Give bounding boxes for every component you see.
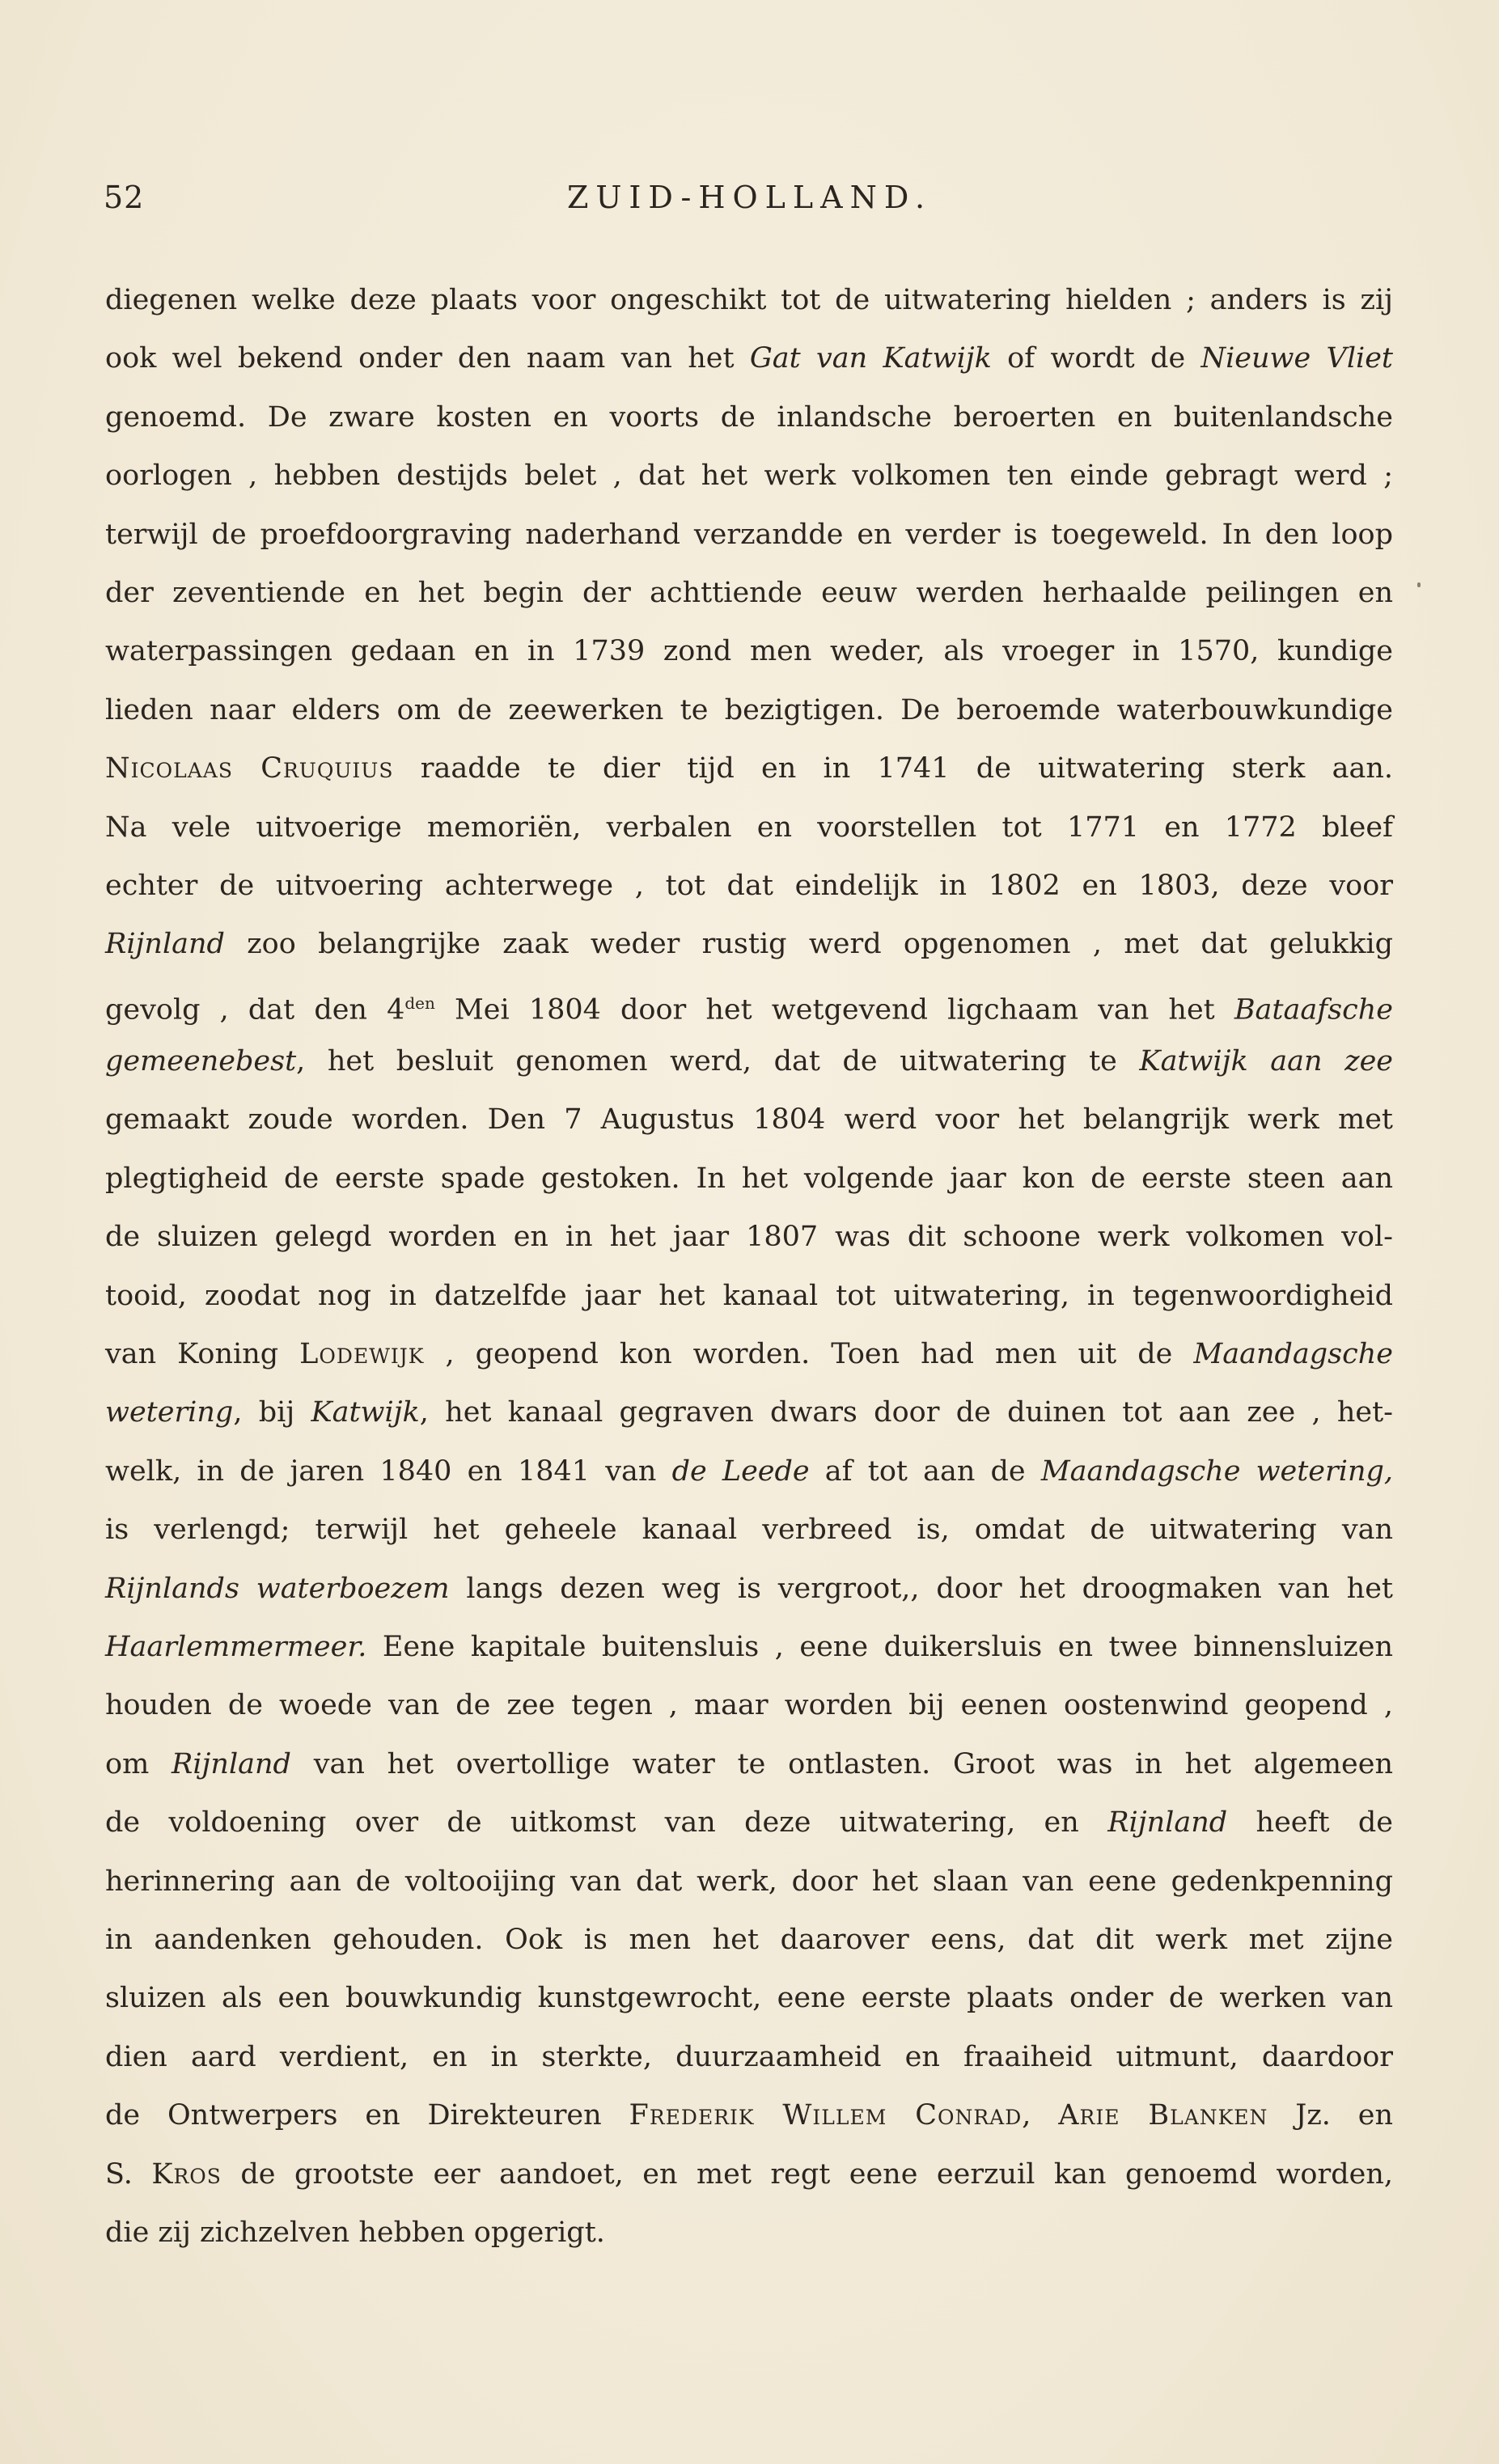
text-segment: Na vele uitvoerige memoriën, verbalen en voorstellen tot 1771 en 1772 bleef (105, 811, 1393, 844)
text-segment: , (1022, 2099, 1059, 2132)
italic-text: Maandagsche (1193, 1338, 1393, 1371)
text-segment: plegtigheid de eerste spade gestoken. In het volgende jaar kon de eerste steen aan (105, 1162, 1393, 1195)
paper-speck (1417, 582, 1421, 587)
text-segment: , bij (233, 1396, 311, 1429)
text-line (105, 1383, 1393, 1442)
text-line (105, 739, 1393, 798)
text-segment: gemaakt zoude worden. Den 7 Augustus 1804 werd voor het belangrijk werk met (105, 1103, 1393, 1137)
text-line (105, 798, 1393, 857)
text-segment: de voldoening over de uitkomst van deze uitwatering, en (105, 1806, 1108, 1840)
text-line (105, 1501, 1393, 1559)
text-segment: Eene kapitale buitensluis , eene duikersluis en twee binnensluizen (366, 1630, 1393, 1663)
text-line (105, 1676, 1393, 1734)
italic-text: Katwijk aan zee (1139, 1045, 1393, 1078)
text-segment: in aandenken gehouden. Ook is men het daarover eens, dat dit werk met zijne (105, 1923, 1393, 1956)
text-segment: Mei 1804 door het wetgevend ligchaam van het (434, 993, 1234, 1027)
italic-text: Rijnland (1107, 1806, 1228, 1840)
text-line (105, 1090, 1393, 1149)
italic-text: de Leede (671, 1454, 810, 1488)
text-line (105, 1618, 1393, 1676)
text-segment: gevolg , dat den 4 (105, 993, 405, 1027)
text-segment: oorlogen , hebben destijds belet , dat het werk volkomen ten einde gebragt werd ; (105, 459, 1393, 493)
text-line (105, 1442, 1393, 1501)
text-segment: de sluizen gelegd worden en in het jaar 1807 was dit schoone werk volkomen vol- (105, 1221, 1393, 1254)
text-segment: , geopend kon worden. Toen had men uit de (424, 1338, 1194, 1371)
text-segment: der zeventiende en het begin der achttiende eeuw werden herhaalde peilingen en (105, 576, 1393, 609)
text-line (105, 681, 1393, 739)
small-caps-name: Kros (151, 2157, 222, 2191)
text-segment: is verlengd; terwijl het geheele kanaal verbreed is, omdat de uitwatering van (105, 1514, 1393, 1547)
italic-text: Maandagsche wetering, (1040, 1454, 1394, 1488)
text-line (105, 447, 1393, 505)
text-segment: welk, in de jaren 1840 en 1841 van (105, 1454, 672, 1488)
text-segment: tooid, zoodat nog in datzelfde jaar het kanaal tot uitwatering, in tegenwoordigheid (105, 1279, 1393, 1312)
small-caps-name: Lodewijk (299, 1338, 425, 1371)
italic-text: gemeenebest (105, 1045, 297, 1078)
small-caps-name: Nicolaas Cruquius (105, 752, 394, 785)
text-segment: die zij zichzelven hebben opgerigt. (105, 2216, 605, 2249)
body-text (105, 271, 1393, 2262)
text-line (105, 857, 1393, 915)
text-line (105, 1911, 1393, 1969)
text-line (105, 1325, 1393, 1383)
text-segment: Jz. en (1268, 2099, 1393, 2132)
text-line (105, 1208, 1393, 1266)
text-segment: van Koning (105, 1338, 300, 1371)
text-line (105, 1149, 1393, 1208)
text-segment: langs dezen weg is vergroot,, door het droogmaken van het (449, 1572, 1393, 1605)
text-segment: de grootste eer aandoet, en met regt eene eerzuil kan genoemd worden, (221, 2157, 1394, 2191)
italic-text: Rijnland (105, 928, 225, 961)
italic-text: Rijnland (171, 1747, 291, 1780)
text-segment: herinnering aan de voltooijing van dat werk, door het slaan van eene gedenkpenning (105, 1865, 1393, 1898)
text-segment: zoo belangrijke zaak weder rustig werd opgenomen , met dat gelukkig (224, 928, 1393, 961)
text-segment: of wordt de (991, 342, 1201, 375)
text-line (105, 974, 1393, 1032)
text-line (105, 1560, 1393, 1618)
text-line (105, 2204, 1393, 2262)
text-segment: terwijl de proefdoorgraving naderhand verzandde en verder is toegeweld. In den loop (105, 518, 1393, 551)
text-segment: S. (105, 2157, 152, 2191)
text-line (105, 1852, 1393, 1911)
page-header (0, 180, 1499, 228)
italic-text: Katwijk (311, 1396, 420, 1429)
text-segment: raadde te dier tijd en in 1741 de uitwatering sterk aan. (393, 752, 1393, 785)
italic-text: Gat van Katwijk (749, 342, 992, 375)
text-segment: , het kanaal gegraven dwars door de duinen tot aan zee , het- (419, 1396, 1394, 1429)
text-line (105, 622, 1393, 680)
text-segment: af tot aan de (809, 1454, 1041, 1488)
text-segment: houden de woede van de zee tegen , maar worden bij eenen oostenwind geopend , (105, 1689, 1393, 1722)
italic-text: wetering (105, 1396, 234, 1429)
italic-text: Bataafsche (1234, 993, 1393, 1027)
text-line (105, 2028, 1393, 2086)
text-segment: dien aard verdient, en in sterkte, duurzaamheid en fraaiheid uitmunt, daardoor (105, 2040, 1393, 2073)
text-segment: lieden naar elders om de zeewerken te bezigtigen. De beroemde waterbouwkundige (105, 693, 1393, 726)
text-line (105, 2086, 1393, 2144)
text-segment: sluizen als een bouwkundig kunstgewrocht, eene eerste plaats onder de werken van (105, 1982, 1393, 2015)
text-line (105, 329, 1393, 387)
text-segment: genoemd. De zware kosten en voorts de inlandsche beroerten en buitenlandsche (105, 400, 1393, 434)
text-line (105, 1032, 1393, 1090)
text-line (105, 1735, 1393, 1793)
text-segment: , het besluit genomen werd, dat de uitwatering te (296, 1045, 1140, 1078)
text-segment: echter de uitvoering achterwege , tot dat eindelijk in 1802 en 1803, deze voor (105, 869, 1393, 902)
text-line (105, 1793, 1393, 1852)
text-segment: diegenen welke deze plaats voor ongeschikt tot de uitwatering hielden ; anders is zij (105, 284, 1393, 316)
text-line (105, 388, 1393, 447)
text-line (105, 271, 1393, 329)
text-line (105, 1267, 1393, 1325)
text-line (105, 1969, 1393, 2027)
text-segment: van het overtollige water te ontlasten. Groot was in het algemeen (290, 1747, 1393, 1780)
text-segment: heeft de (1227, 1806, 1394, 1840)
text-segment: waterpassingen gedaan en in 1739 zond men weder, als vroeger in 1570, kundige (105, 635, 1393, 668)
running-head: ZUID-HOLLAND. (566, 180, 933, 215)
text-segment: om (105, 1747, 171, 1780)
text-line (105, 2145, 1393, 2204)
superscript: den (404, 993, 435, 1013)
small-caps-name: Frederik Willem Conrad (629, 2099, 1023, 2132)
text-line (105, 564, 1393, 622)
text-line (105, 506, 1393, 564)
italic-text: Rijnlands waterboezem (105, 1572, 450, 1605)
page-number: 52 (104, 180, 145, 215)
small-caps-name: Arie Blanken (1058, 2099, 1268, 2132)
text-segment: de Ontwerpers en Direkteuren (105, 2099, 629, 2132)
text-segment: ook wel bekend onder den naam van het (105, 342, 750, 375)
italic-text: Haarlemmermeer. (105, 1630, 367, 1663)
text-line (105, 915, 1393, 973)
italic-text: Nieuwe Vliet (1200, 342, 1393, 375)
